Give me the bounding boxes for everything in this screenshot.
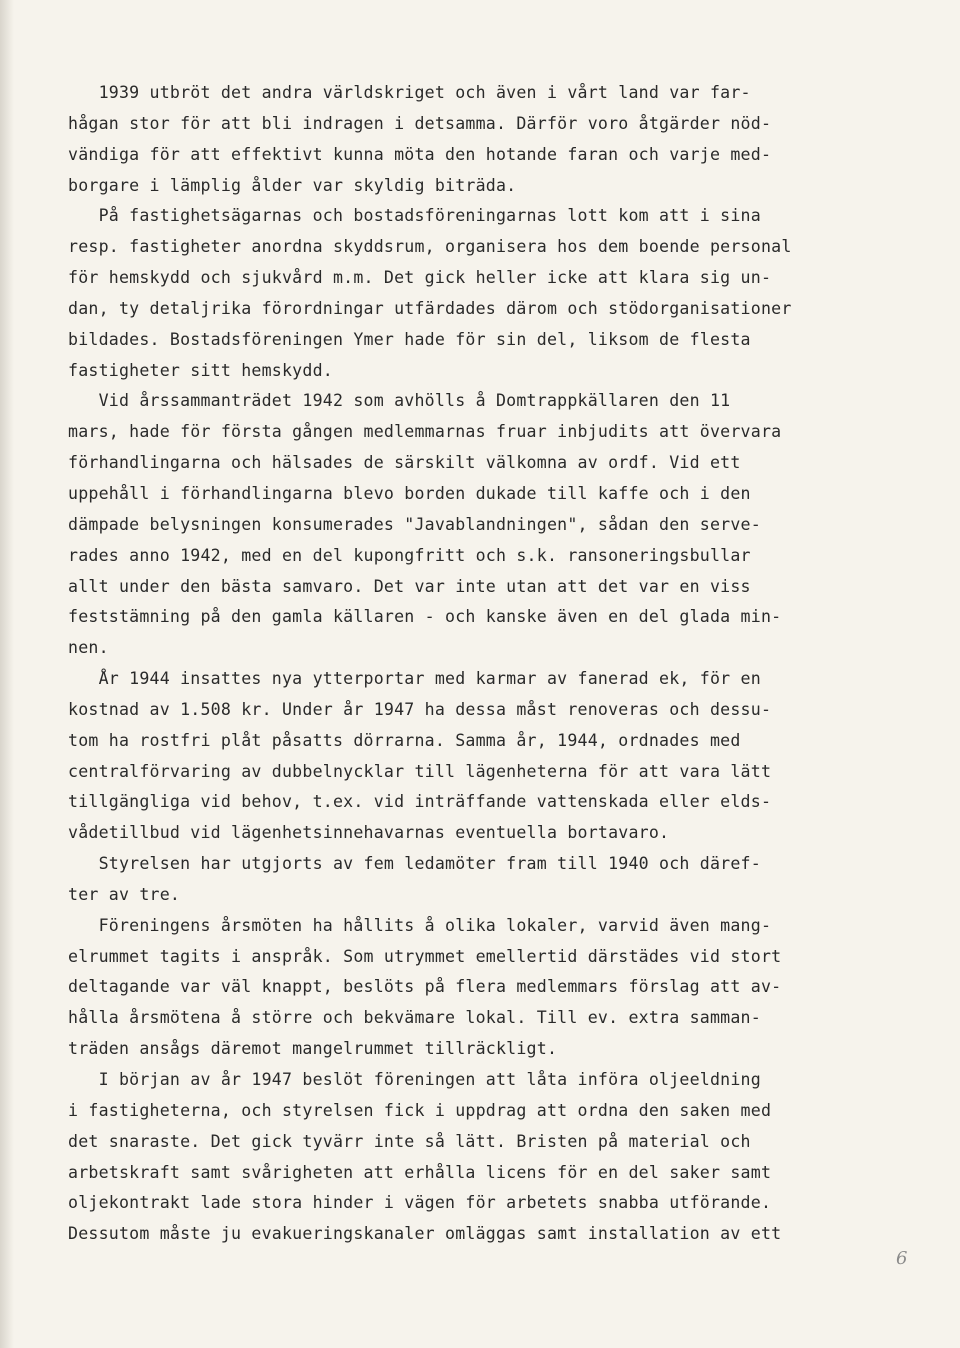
text-line: i fastigheterna, och styrelsen fick i uppdrag att ordna den saken med [68, 1100, 772, 1120]
text-line: vådetillbud vid lägenhetsinnehavarnas eventuella bortavaro. [68, 823, 670, 843]
text-line: dämpade belysningen konsumerades "Javablandningen", sådan den serve- [68, 514, 761, 534]
typewritten-text [68, 78, 928, 1250]
text-line: hålla årsmötena å större och bekvämare lokal. Till ev. extra samman- [68, 1008, 761, 1028]
text-line: bildades. Bostadsföreningen Ymer hade för sin del, liksom de flesta [68, 329, 751, 349]
text-line: för hemskydd och sjukvård m.m. Det gick heller icke att klara sig un- [68, 268, 772, 288]
text-line: vändiga för att effektivt kunna möta den hotande faran och varje med- [68, 144, 772, 164]
text-line: Styrelsen har utgjorts av fem ledamöter fram till 1940 och däref- [68, 854, 761, 874]
text-line: tillgängliga vid behov, t.ex. vid inträffande vattenskada eller elds- [68, 792, 772, 812]
text-line: År 1944 insattes nya ytterportar med karmar av fanerad ek, för en [68, 669, 761, 689]
text-line: feststämning på den gamla källaren - och kanske även en del glada min- [68, 607, 782, 627]
text-line: allt under den bästa samvaro. Det var inte utan att det var en viss [68, 576, 751, 596]
text-line: ter av tre. [68, 884, 181, 904]
text-line: det snaraste. Det gick tyvärr inte så lätt. Bristen på material och [68, 1131, 751, 1151]
text-line: uppehåll i förhandlingarna blevo borden dukade till kaffe och i den [68, 483, 751, 503]
page-number: 6 [896, 1248, 908, 1269]
page-binding-edge [0, 0, 14, 1348]
text-line: Vid årssammanträdet 1942 som avhölls å Domtrappkällaren den 11 [68, 391, 731, 411]
text-line: förhandlingarna och hälsades de särskilt välkomna av ordf. Vid ett [68, 453, 741, 473]
text-line: kostnad av 1.508 kr. Under år 1947 ha dessa måst renoveras och dessu- [68, 699, 772, 719]
text-line: dan, ty detaljrika förordningar utfärdades därom och stödorganisationer [68, 298, 792, 318]
text-line: nen. [68, 638, 109, 658]
text-line: deltagande var väl knappt, beslöts på flera medlemmars förslag att av- [68, 977, 782, 997]
text-line: resp. fastigheter anordna skyddsrum, organisera hos dem boende personal [68, 237, 792, 257]
text-line: På fastighetsägarnas och bostadsföreningarnas lott kom att i sina [68, 206, 761, 226]
text-line: borgare i lämplig ålder var skyldig biträda. [68, 175, 517, 195]
text-line: I början av år 1947 beslöt föreningen att låta införa oljeeldning [68, 1070, 761, 1089]
text-line: Föreningens årsmöten ha hållits å olika lokaler, varvid även mang- [68, 915, 772, 935]
text-line: träden ansågs däremot mangelrummet tillräckligt. [68, 1039, 558, 1059]
text-line: 1939 utbröt det andra världskriget och även i vårt land var far- [68, 83, 751, 102]
text-line: Dessutom måste ju evakueringskanaler omläggas samt installation av ett [68, 1224, 782, 1244]
text-line: hågan stor för att bli indragen i detsamma. Därför voro åtgärder nöd- [68, 113, 772, 133]
text-line: oljekontrakt lade stora hinder i vägen för arbetets snabba utförande. [68, 1193, 772, 1213]
text-line: arbetskraft samt svårigheten att erhålla licens för en del saker samt [68, 1162, 772, 1182]
text-line: tom ha rostfri plåt påsatts dörrarna. Samma år, 1944, ordnades med [68, 730, 741, 750]
text-line: rades anno 1942, med en del kupongfritt och s.k. ransoneringsbullar [68, 545, 751, 565]
text-line: fastigheter sitt hemskydd. [68, 360, 333, 380]
text-line: mars, hade för första gången medlemmarnas fruar inbjudits att övervara [68, 422, 782, 442]
text-line: elrummet tagits i anspråk. Som utrymmet emellertid därstädes vid stort [68, 946, 782, 966]
text-line: centralförvaring av dubbelnycklar till lägenheterna för att vara lätt [68, 761, 772, 781]
